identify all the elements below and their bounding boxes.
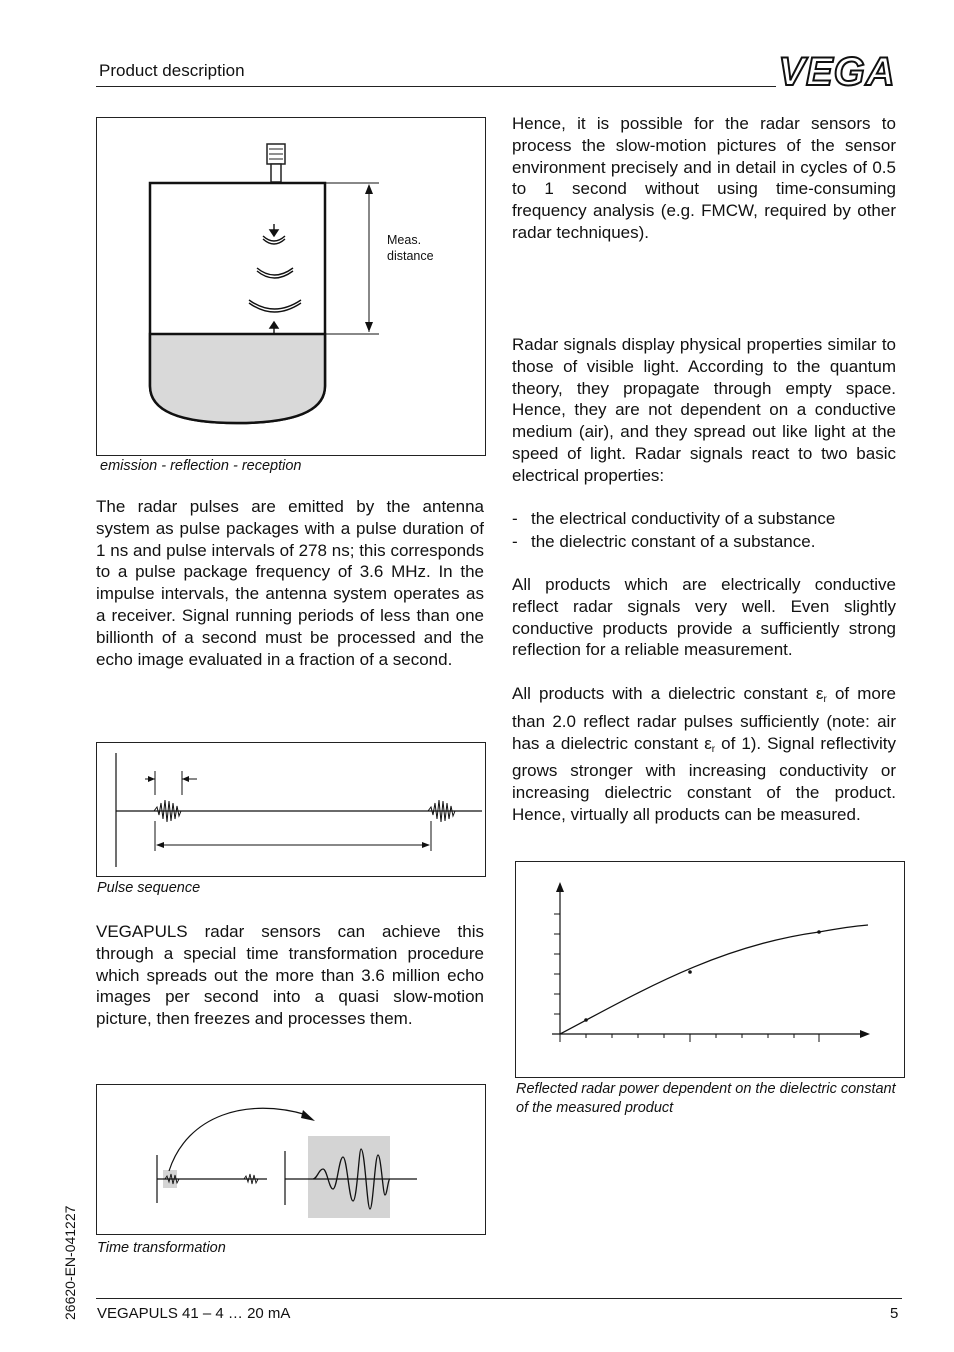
figure-time-transformation: [96, 1084, 486, 1235]
right-paragraph-1: Hence, it is possible for the radar sensors to process the slow-motion pictures of the sensor environment precisely and in detail in cycles of 0.5 to 1 second without using time-consuming frequency analysis (e.g. FMCW, required by other radar techniques).: [512, 114, 896, 242]
footer-product: VEGAPULS 41 – 4 … 20 mA: [97, 1305, 291, 1322]
figure2-caption: Pulse sequence: [97, 880, 201, 896]
left-paragraph-2: VEGAPULS radar sensors can achieve this through a special time transformation procedure which spreads out the more than 3.6 million echo images per second into a quasi slow-motion picture, then freezes and processes them.: [96, 922, 484, 1029]
svg-text:VEGA: VEGA: [778, 50, 896, 92]
list-item: - the dielectric constant of a substance.: [512, 531, 896, 553]
document-id: 26620-EN-041227: [62, 1205, 78, 1320]
figure4-caption: Reflected radar power dependent on the dielectric constant of the measured product: [516, 1081, 896, 1116]
figure3-caption: Time transformation: [97, 1240, 226, 1256]
header-rule: [96, 86, 776, 87]
right-paragraph-2: Radar signals display physical properties similar to those of visible light. According to the quantum theory, they propagate through empty space. Hence, they are not dependent on a conductive medium (air), and they spread out like light at the speed of light. Radar signals react to two basic electrical properties:: [512, 335, 896, 485]
figure-pulse-sequence: [96, 742, 486, 877]
vega-logo: [773, 50, 901, 97]
figure-reflected-power: [515, 861, 905, 1078]
figure1-caption: emission - reflection - reception: [100, 458, 302, 474]
section-title: Product description: [99, 61, 245, 80]
meas-label-1: Meas.: [387, 233, 422, 247]
footer-rule: [96, 1298, 902, 1299]
right-paragraph-3: All products which are electrically conductive reflect radar signals very well. Even slightly conductive products provide a sufficiently strong reflection for a reliable measurement.: [512, 575, 896, 660]
antenna-icon: [267, 144, 285, 182]
meas-label-2: distance: [387, 249, 434, 263]
page-number: 5: [890, 1305, 899, 1322]
property-list: [512, 508, 896, 553]
right-paragraph-4: All products with a dielectric constant $\varepsilon_r$ of more than 2.0 reflect radar pulses sufficiently (note: air has a dielectric constant $\varepsilon_r$ of 1). Signal reflectivity grows stronger with increasing conductivity or increasing dielectric constant of the product. Hence, virtually all products can be measured.: [512, 684, 896, 824]
figure-emission-reflection: [96, 117, 486, 456]
list-item: - the electrical conductivity of a substance: [512, 508, 896, 530]
left-paragraph-1: The radar pulses are emitted by the antenna system as pulse packages with a pulse duration of 1 ns and pulse intervals of 278 ns; this corresponds to a pulse package frequency of 3.6 MHz. In the impulse intervals, the antenna system operates as a receiver. Signal running periods of less than one billionth of a second must be processed and the echo image evaluated in a fraction of a second.: [96, 497, 484, 669]
